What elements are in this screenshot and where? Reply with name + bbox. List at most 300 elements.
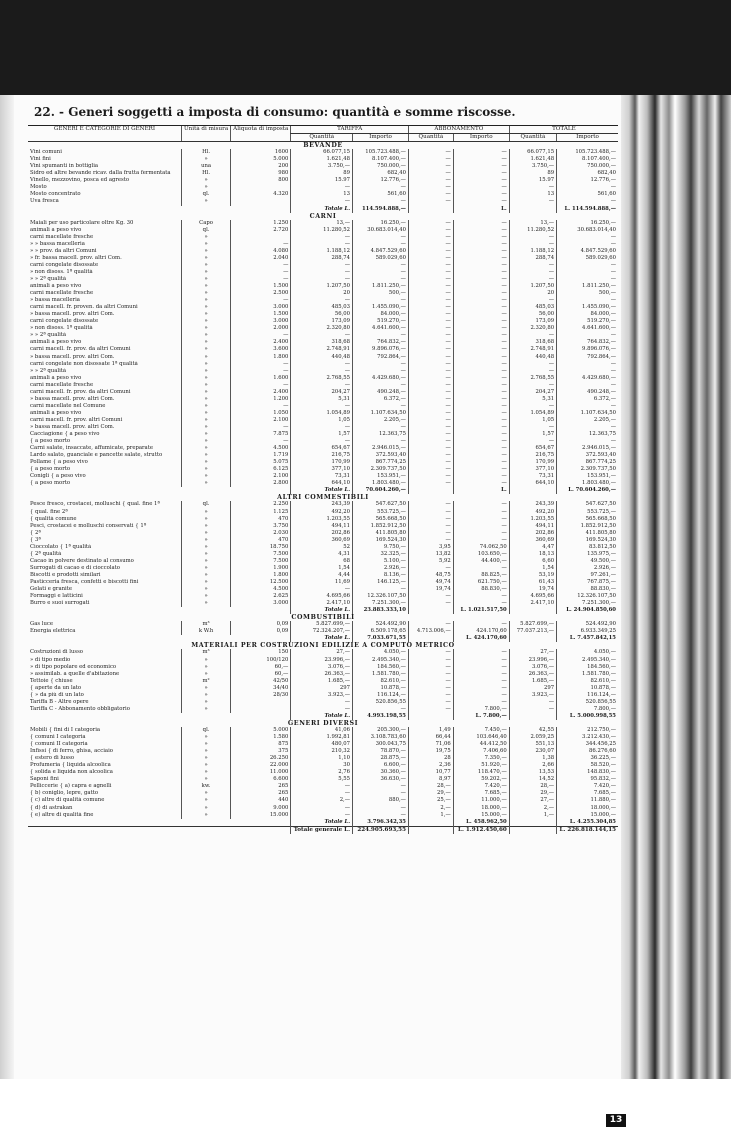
table-row	[28, 748, 618, 755]
table-row	[28, 318, 618, 325]
row-totale-importo: 490.248,—	[557, 389, 618, 396]
row-unit: »	[181, 184, 230, 191]
row-unit: m³	[181, 621, 230, 628]
row-unit: »	[181, 177, 230, 184]
row-tariffa-quantita: 68	[291, 558, 353, 565]
row-name: { d) di astrakan	[30, 804, 73, 811]
row-tariffa-importo: 82.610,—	[353, 678, 409, 685]
row-rate: 800	[231, 177, 291, 184]
grand-total-abbonamento-importo: L. 1.912.450,60	[453, 826, 509, 834]
row-name: Energia elettrica	[30, 628, 76, 635]
row-abbonamento-importo: —	[453, 304, 509, 311]
row-abbonamento-quantita: —	[408, 283, 453, 290]
row-totale-importo: 1.803.480,—	[557, 480, 618, 487]
row-totale-importo: 792.864,—	[557, 354, 618, 361]
grand-total-spacer	[28, 826, 291, 834]
row-totale-importo: 1.455.090,—	[557, 304, 618, 311]
row-totale-quantita: —	[509, 368, 556, 375]
row-rate: 0,09	[231, 621, 291, 628]
section-header-row	[28, 142, 618, 150]
row-totale-quantita: 2.059,25	[509, 734, 556, 741]
row-totale-importo: 524.492,90	[557, 621, 618, 628]
table-row	[28, 255, 618, 262]
row-name: Cacciagione { a peso vivo	[30, 431, 100, 438]
row-abbonamento-importo: —	[453, 339, 509, 346]
row-rate: 1.580	[231, 734, 291, 741]
row-tariffa-importo: 6.509.178,65	[353, 628, 409, 635]
row-abbonamento-importo: —	[453, 170, 509, 177]
row-tariffa-quantita: —	[291, 805, 353, 812]
row-unit: »	[181, 276, 230, 283]
row-abbonamento-quantita: 49,74	[408, 579, 453, 586]
row-tariffa-importo: 78.870,—	[353, 748, 409, 755]
row-name: » » 2ª qualità	[30, 332, 67, 339]
table-row	[28, 776, 618, 783]
row-abbonamento-importo: —	[453, 368, 509, 375]
row-totale-importo: 8.107.400,—	[557, 156, 618, 163]
row-totale-importo: 97.261,—	[557, 572, 618, 579]
row-totale-quantita: 1.685,—	[509, 678, 556, 685]
row-unit: »	[181, 332, 230, 339]
row-totale-importo: 18.000,—	[557, 805, 618, 812]
row-tariffa-importo: 12.776,—	[353, 177, 409, 184]
row-tariffa-quantita: 30	[291, 762, 353, 769]
row-rate: 2.100	[231, 417, 291, 424]
row-totale-importo: 148.830,—	[557, 769, 618, 776]
row-abbonamento-importo: —	[453, 685, 509, 692]
row-totale-quantita: —	[509, 382, 556, 389]
row-totale-importo: 83.812,50	[557, 544, 618, 551]
section-header-row	[28, 494, 618, 501]
row-totale-quantita: 551,13	[509, 741, 556, 748]
row-tariffa-importo: 500,—	[353, 290, 409, 297]
col-header-totale: TOTALE	[509, 126, 618, 134]
row-abbonamento-importo: —	[453, 509, 509, 516]
row-tariffa-quantita: 27,—	[291, 649, 353, 656]
row-abbonamento-quantita: 8,97	[408, 776, 453, 783]
table-row	[28, 417, 618, 424]
row-totale-importo: 84.000,—	[557, 311, 618, 318]
row-unit: »	[181, 572, 230, 579]
row-totale-importo: 7.685,—	[557, 790, 618, 797]
row-tariffa-importo: 1.852.912,50	[353, 523, 409, 530]
row-rate: 7.500	[231, 558, 291, 565]
row-abbonamento-quantita: —	[408, 177, 453, 184]
section-header-row	[28, 720, 618, 727]
section-title: ALTRI COMMESTIBILI	[277, 494, 369, 502]
row-abbonamento-importo: —	[453, 354, 509, 361]
row-totale-quantita: 2.417,10	[509, 600, 556, 607]
row-abbonamento-quantita: 66,44	[408, 734, 453, 741]
table-row	[28, 184, 618, 191]
row-abbonamento-importo: —	[453, 523, 509, 530]
row-tariffa-importo: —	[353, 783, 409, 790]
row-abbonamento-importo: —	[453, 452, 509, 459]
table-row	[28, 283, 618, 290]
row-abbonamento-importo: —	[453, 480, 509, 487]
table-row	[28, 375, 618, 382]
row-abbonamento-importo: 103.646,40	[453, 734, 509, 741]
row-tariffa-quantita: —	[291, 403, 353, 410]
row-abbonamento-importo: —	[453, 537, 509, 544]
row-abbonamento-importo: —	[453, 438, 509, 445]
row-abbonamento-importo: 74.062,50	[453, 544, 509, 551]
row-tariffa-importo: —	[353, 276, 409, 283]
row-tariffa-importo: 169.524,30	[353, 537, 409, 544]
table-row	[28, 269, 618, 276]
row-abbonamento-quantita: —	[408, 241, 453, 248]
row-tariffa-importo: 8.107.400,—	[353, 156, 409, 163]
row-tariffa-quantita: 13	[291, 191, 353, 198]
row-totale-importo: 547.627,50	[557, 501, 618, 508]
row-totale-importo: 153.951,—	[557, 473, 618, 480]
table-row	[28, 473, 618, 480]
table-row	[28, 537, 618, 544]
row-unit: »	[181, 368, 230, 375]
row-tariffa-quantita: —	[291, 790, 353, 797]
row-tariffa-importo: 36.630,—	[353, 776, 409, 783]
row-totale-quantita: 4,47	[509, 544, 556, 551]
row-tariffa-quantita: 216,75	[291, 452, 353, 459]
row-totale-importo: 1.852.912,50	[557, 523, 618, 530]
table-row	[28, 297, 618, 304]
row-tariffa-importo: —	[353, 332, 409, 339]
row-rate: 15.000	[231, 812, 291, 819]
row-unit: »	[181, 255, 230, 262]
row-unit: »	[181, 692, 230, 699]
row-totale-importo: 86.276,60	[557, 748, 618, 755]
table-row	[28, 403, 618, 410]
total-abbonamento-importo: L.	[453, 206, 509, 213]
row-rate: —	[231, 403, 291, 410]
row-tariffa-quantita: 1,54	[291, 565, 353, 572]
row-name: » di tipo medio	[30, 656, 71, 663]
row-abbonamento-quantita: —	[408, 516, 453, 523]
section-total-row	[28, 635, 618, 642]
row-totale-quantita: —	[509, 262, 556, 269]
row-totale-quantita: 29,—	[509, 790, 556, 797]
row-totale-quantita: 61,43	[509, 579, 556, 586]
row-rate: 4.080	[231, 248, 291, 255]
row-tariffa-quantita: 1,57	[291, 431, 353, 438]
table-row	[28, 671, 618, 678]
row-name: Pasticceria fresca, confetti e biscotti fini	[30, 579, 139, 585]
table-row	[28, 396, 618, 403]
row-tariffa-quantita: 66.077,15	[291, 149, 353, 156]
row-name: » non disoss. 1ª qualità	[30, 325, 93, 332]
row-unit: »	[181, 410, 230, 417]
row-unit: »	[181, 241, 230, 248]
row-tariffa-quantita: —	[291, 361, 353, 368]
row-name: carni macell. fr. prov. da altri Comuni	[30, 388, 131, 395]
row-abbonamento-importo: —	[453, 501, 509, 508]
row-name: Pelliccerie { a) capra e agnelli	[30, 783, 112, 790]
section-title: CARNI	[309, 212, 337, 220]
row-tariffa-importo: 682,40	[353, 170, 409, 177]
row-totale-importo: 682,40	[557, 170, 618, 177]
row-unit: una	[181, 163, 230, 170]
row-tariffa-quantita: 1.207,50	[291, 283, 353, 290]
row-tariffa-importo: 750.000,—	[353, 163, 409, 170]
row-tariffa-quantita: 1.685,—	[291, 678, 353, 685]
row-unit: »	[181, 198, 230, 205]
row-abbonamento-importo: —	[453, 410, 509, 417]
row-tariffa-quantita: 5,55	[291, 776, 353, 783]
row-rate: 0,09	[231, 628, 291, 635]
row-abbonamento-quantita: —	[408, 403, 453, 410]
row-unit: »	[181, 544, 230, 551]
row-abbonamento-quantita: —	[408, 417, 453, 424]
row-abbonamento-importo: 15.000,—	[453, 812, 509, 819]
row-tariffa-importo: 4.429.680,—	[353, 375, 409, 382]
row-unit: »	[181, 325, 230, 332]
row-abbonamento-importo: —	[453, 290, 509, 297]
row-totale-importo: 6.933.349,25	[557, 628, 618, 635]
row-totale-importo: 565.668,50	[557, 516, 618, 523]
row-rate: 6.600	[231, 776, 291, 783]
row-tariffa-importo: 561,60	[353, 191, 409, 198]
total-label: Totale L.	[291, 713, 353, 720]
row-tariffa-quantita: —	[291, 382, 353, 389]
row-name: Pollame { a peso vivo	[30, 459, 88, 466]
row-tariffa-quantita: 1,10	[291, 755, 353, 762]
row-tariffa-importo: 565.668,50	[353, 516, 409, 523]
row-tariffa-importo: 1.803.480,—	[353, 480, 409, 487]
row-name: animali a peso vivo	[30, 409, 82, 416]
row-abbonamento-quantita: 5,92	[408, 558, 453, 565]
row-tariffa-quantita: 297	[291, 685, 353, 692]
row-tariffa-quantita: 2.748,91	[291, 346, 353, 353]
row-rate: 4.500	[231, 445, 291, 452]
row-unit: »	[181, 565, 230, 572]
total-label: Totale L.	[291, 206, 353, 213]
row-abbonamento-importo: —	[453, 311, 509, 318]
row-rate: 2.400	[231, 389, 291, 396]
row-unit: »	[181, 586, 230, 593]
row-abbonamento-quantita: —	[408, 297, 453, 304]
section-total-row	[28, 206, 618, 213]
total-totale-importo: L. 5.000.998,55	[557, 713, 618, 720]
row-totale-quantita: 644,10	[509, 480, 556, 487]
row-tariffa-quantita: —	[291, 438, 353, 445]
row-totale-quantita: 2,66	[509, 762, 556, 769]
row-name: { 2ª	[30, 529, 41, 536]
row-tariffa-importo: 2.205,—	[353, 417, 409, 424]
section-total-row	[28, 819, 618, 827]
row-abbonamento-quantita: —	[408, 438, 453, 445]
total-abbonamento-quantita	[408, 487, 453, 494]
row-name: { solida e liquida non alcoolica	[30, 769, 113, 776]
row-name: carni macell. fr. prov. da altri Comuni	[30, 346, 131, 353]
row-rate: 2.100	[231, 473, 291, 480]
row-abbonamento-quantita: 3,95	[408, 544, 453, 551]
row-totale-importo: —	[557, 297, 618, 304]
total-label: Totale L.	[291, 607, 353, 614]
row-unit: »	[181, 248, 230, 255]
total-spacer	[28, 713, 291, 720]
row-abbonamento-quantita: 29,—	[408, 790, 453, 797]
row-totale-quantita: 2.320,80	[509, 325, 556, 332]
table-row	[28, 234, 618, 241]
row-abbonamento-importo: —	[453, 262, 509, 269]
row-abbonamento-importo: —	[453, 269, 509, 276]
row-unit: »	[181, 459, 230, 466]
row-tariffa-quantita: 1.621,48	[291, 156, 353, 163]
row-name: Formaggi e latticini	[30, 593, 83, 600]
row-name: Gelati e granite	[30, 586, 72, 593]
row-rate: 22.000	[231, 762, 291, 769]
table-row	[28, 177, 618, 184]
row-tariffa-importo: 6.600,—	[353, 762, 409, 769]
row-rate: 1.600	[231, 375, 291, 382]
row-tariffa-quantita: 89	[291, 170, 353, 177]
row-totale-quantita: 4.695,66	[509, 593, 556, 600]
table-row	[28, 410, 618, 417]
table-row	[28, 664, 618, 671]
row-abbonamento-importo: 44.400,—	[453, 558, 509, 565]
row-abbonamento-importo: —	[453, 678, 509, 685]
row-rate: —	[231, 297, 291, 304]
row-tariffa-quantita: 1.992,81	[291, 734, 353, 741]
row-tariffa-importo: 4.641.600,—	[353, 325, 409, 332]
row-tariffa-quantita: —	[291, 783, 353, 790]
row-unit: k W.h	[181, 628, 230, 635]
row-unit: »	[181, 530, 230, 537]
page-number: 13	[606, 1114, 626, 1127]
row-rate: 2.400	[231, 339, 291, 346]
row-totale-quantita: 3.923,—	[509, 692, 556, 699]
table-row	[28, 699, 618, 706]
row-name: { a peso morto	[30, 466, 71, 473]
row-rate: —	[231, 361, 291, 368]
subheader-importo: Importo	[557, 134, 618, 142]
row-tariffa-quantita: 1,05	[291, 417, 353, 424]
row-abbonamento-quantita: 28	[408, 755, 453, 762]
row-tariffa-importo: —	[353, 368, 409, 375]
row-totale-importo: —	[557, 184, 618, 191]
row-name: { e) altre di qualità fine	[30, 811, 94, 818]
row-abbonamento-importo: —	[453, 516, 509, 523]
row-totale-quantita: 13,53	[509, 769, 556, 776]
total-totale-quantita	[509, 635, 556, 642]
row-abbonamento-quantita: —	[408, 509, 453, 516]
section-header-row	[28, 614, 618, 621]
row-totale-quantita: 3.750,—	[509, 163, 556, 170]
col-header-tariffa: TARIFFA	[291, 126, 409, 134]
table-row	[28, 248, 618, 255]
row-unit: »	[181, 509, 230, 516]
row-rate: 18.750	[231, 544, 291, 551]
row-name: Profumeria { liquida alcoolica	[30, 762, 111, 769]
row-abbonamento-importo: —	[453, 227, 509, 234]
row-name: » » 2ª qualità	[30, 275, 67, 282]
row-name: Costruzioni di lusso	[30, 649, 83, 656]
row-name: carni congelate disossate	[30, 261, 99, 268]
row-abbonamento-importo: —	[453, 318, 509, 325]
row-unit: »	[181, 600, 230, 607]
row-abbonamento-importo: —	[453, 424, 509, 431]
row-rate: 875	[231, 741, 291, 748]
row-abbonamento-quantita: —	[408, 480, 453, 487]
row-totale-quantita: 202,86	[509, 530, 556, 537]
row-tariffa-quantita: —	[291, 198, 353, 205]
row-unit: »	[181, 685, 230, 692]
row-rate: 470	[231, 516, 291, 523]
row-rate: 5.075	[231, 459, 291, 466]
row-unit: »	[181, 769, 230, 776]
row-tariffa-importo: 1.811.250,—	[353, 283, 409, 290]
row-tariffa-importo: 4.050,—	[353, 649, 409, 656]
row-abbonamento-importo: 7.420,—	[453, 783, 509, 790]
section-header-row	[28, 642, 618, 649]
row-tariffa-quantita: 2,—	[291, 797, 353, 804]
row-rate: 1600	[231, 149, 291, 156]
row-rate: 1.200	[231, 396, 291, 403]
row-abbonamento-importo: 88.830,—	[453, 586, 509, 593]
row-rate	[231, 706, 291, 713]
row-tariffa-quantita: 72.324.207,—	[291, 628, 353, 635]
row-tariffa-importo: —	[353, 438, 409, 445]
total-totale-importo: L. 4.255.304,85	[557, 819, 618, 827]
row-unit: Hl.	[181, 170, 230, 177]
row-tariffa-quantita: —	[291, 424, 353, 431]
row-name: » bassa macell. prov. altri Com.	[30, 353, 115, 360]
row-abbonamento-quantita: —	[408, 255, 453, 262]
grand-total-totale-quantita	[509, 826, 556, 834]
row-unit: »	[181, 473, 230, 480]
row-totale-quantita: 1.207,50	[509, 283, 556, 290]
row-name: Vinello, mezzovino, posca ed agresto	[30, 177, 130, 184]
row-tariffa-importo: 2.926,—	[353, 565, 409, 572]
row-name: Pesci, crostacei e molluschi conservati { 1ª	[30, 522, 147, 529]
row-unit: »	[181, 389, 230, 396]
row-totale-importo: 36.225,—	[557, 755, 618, 762]
grand-total-row	[28, 826, 618, 834]
row-abbonamento-importo: 44.412,50	[453, 741, 509, 748]
row-totale-importo: 135.975,—	[557, 551, 618, 558]
row-abbonamento-importo: —	[453, 692, 509, 699]
row-rate: 470	[231, 537, 291, 544]
total-abbonamento-quantita	[408, 206, 453, 213]
row-name: » bassa macell. prov. altri Com.	[30, 311, 115, 318]
row-name: » non disoss. 1ª qualità	[30, 268, 93, 275]
total-totale-quantita	[509, 819, 556, 827]
row-tariffa-importo: 524.492,90	[353, 621, 409, 628]
row-tariffa-importo: 5.100,—	[353, 558, 409, 565]
col-header-rate: Aliquota di imposta	[231, 126, 291, 142]
row-totale-quantita: 2,—	[509, 805, 556, 812]
table-row	[28, 685, 618, 692]
section-title: MATERIALI PER COSTRUZIONI EDILIZIE A COMPUTO METRICO	[191, 642, 455, 650]
row-tariffa-quantita: —	[291, 699, 353, 706]
row-totale-quantita: 243,39	[509, 501, 556, 508]
row-totale-importo: 1.107.634,50	[557, 410, 618, 417]
row-tariffa-quantita: 26.363,—	[291, 671, 353, 678]
row-name: » » prov. da altri Comuni	[30, 247, 97, 254]
scan-left-edge	[0, 95, 14, 1079]
row-unit: »	[181, 234, 230, 241]
total-totale-importo: L. 24.904.850,60	[557, 607, 618, 614]
table-row	[28, 621, 618, 628]
row-tariffa-quantita: 52	[291, 544, 353, 551]
row-rate: 1.800	[231, 572, 291, 579]
row-tariffa-importo: —	[353, 198, 409, 205]
row-unit: ql.	[181, 191, 230, 198]
row-totale-quantita: 5.827.699,—	[509, 621, 556, 628]
table-row	[28, 480, 618, 487]
row-tariffa-importo: 520.856,55	[353, 699, 409, 706]
row-rate: 100/120	[231, 657, 291, 664]
